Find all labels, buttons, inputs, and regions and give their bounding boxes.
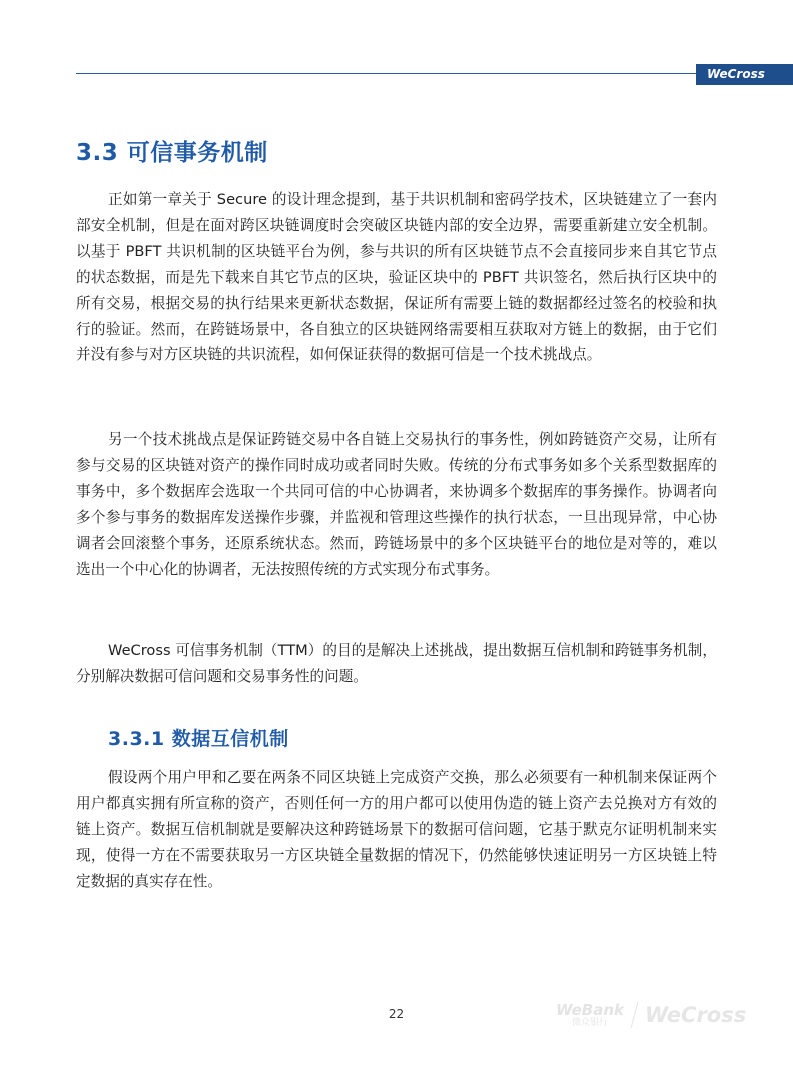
page-number: 22 [388, 1007, 405, 1021]
header-rule [76, 73, 696, 74]
paragraph-1: 正如第一章关于 Secure 的设计理念提到，基于共识机制和密码学技术，区块链建立了一套内部安全机制，但是在面对跨区块链调度时会突破区块链内部的安全边界，需要重新建立安全机制。以基于 PBFT 共识机制的区块链平台为例，参与共识的所有区块链节点不会直接同步来自其它节点的状态数据，而是先下载来自其它节点的区块，验证区块中的 PBFT 共识签名，然后执行区块中的所有交易，根据交易的执行结果来更新状态数据，保证所有需要上链的数据都经过签名的校验和执行的验证。然而，在跨链场景中，各自独立的区块链网络需要相互获取对方链上的数据，由于它们并没有参与对方区块链的共识流程，如何保证获得的数据可信是一个技术挑战点。 [76, 191, 717, 364]
webank-name: WeBank [556, 1000, 624, 1019]
webank-cn: 微众银行 [571, 1017, 608, 1028]
paragraph-3: WeCross 可信事务机制（TTM）的目的是解决上述挑战，提出数据互信机制和跨链事务机制，分别解决数据可信问题和交易事务性的问题。 [76, 642, 717, 685]
subsection-title: 3.3.1 数据互信机制 [108, 728, 289, 750]
wecross-header-logo: WeCross [696, 64, 793, 85]
webank-logo [556, 1002, 624, 1029]
footer-divider [630, 1002, 638, 1028]
wecross-footer-logo: WeCross [644, 1003, 747, 1027]
footer-logos [556, 997, 746, 1033]
section-title: 3.3 可信事务机制 [76, 140, 268, 166]
paragraph-4: 假设两个用户甲和乙要在两条不同区块链上完成资产交换，那么必须要有一种机制来保证两个用户都真实拥有所宣称的资产，否则任何一方的用户都可以使用伪造的链上资产去兑换对方有效的链上资产。数据互信机制就是要解决这种跨链场景下的数据可信问题，它基于默克尔证明机制来实现，使得一方在不需要获取另一方区块链全量数据的情况下，仍然能够快速证明另一方区块链上特定数据的真实存在性。 [76, 769, 717, 890]
paragraph-2: 另一个技术挑战点是保证跨链交易中各自链上交易执行的事务性，例如跨链资产交易，让所有参与交易的区块链对资产的操作同时成功或者同时失败。传统的分布式事务如多个关系型数据库的事务中，多个数据库会选取一个共同可信的中心协调者，来协调多个数据库的事务操作。协调者向多个参与事务的数据库发送操作步骤，并监视和管理这些操作的执行状态，一旦出现异常，中心协调者会回滚整个事务，还原系统状态。然而，跨链场景中的多个区块链平台的地位是对等的，难以选出一个中心化的协调者，无法按照传统的方式实现分布式事务。 [76, 431, 717, 578]
